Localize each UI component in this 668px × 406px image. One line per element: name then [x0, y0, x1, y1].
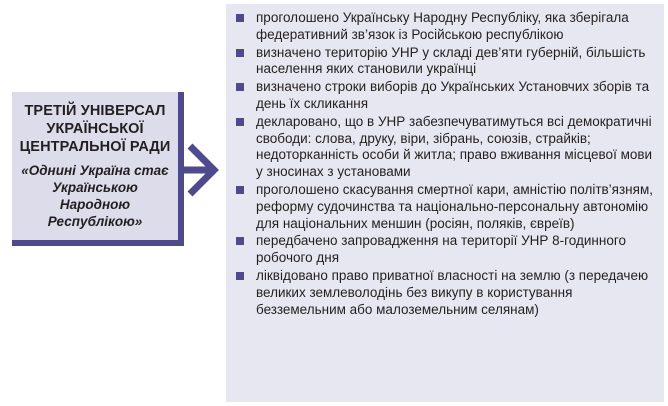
right-arrow-icon [180, 140, 226, 200]
list-item [236, 182, 660, 232]
universal-quote: «Однині Україна стає Українською Народною Республікою» [21, 163, 169, 229]
list-item-text: ліквідовано право приватної власності на землю (з передачею великих землеволодінь без викупу в користування безземельним або малоземельним селянам) [256, 267, 649, 317]
list-item [236, 268, 660, 318]
square-bullet-icon [236, 83, 244, 91]
list-item [236, 10, 660, 44]
square-bullet-icon [236, 272, 244, 280]
list-item-text: проголошено скасування смертної кари, амністію політв’язням, реформу судочинства та національно-персональну автономію для національних меншин (росіян, поляків, євреїв) [256, 181, 653, 231]
provisions-list [226, 4, 664, 402]
list-item [236, 233, 660, 267]
list-item [236, 79, 660, 113]
square-bullet-icon [236, 186, 244, 194]
square-bullet-icon [236, 237, 244, 245]
list-item [236, 45, 660, 79]
square-bullet-icon [236, 14, 244, 22]
list-item-text: визначено строки виборів до Українських Установчих зборів та день їх скликання [256, 79, 650, 111]
square-bullet-icon [236, 49, 244, 57]
universal-title: ТРЕТІЙ УНІВЕРСАЛ УКРАЇНСЬКОЇ ЦЕНТРАЛЬНОЇ РАДИ [19, 103, 171, 155]
list-item [236, 114, 660, 181]
list-item-text: передбачено запровадження на території УНР 8-годинного робочого дня [256, 233, 626, 266]
list-item-text: проголошено Українську Народну Республіку, яка зберігала федеративний зв’язок із Російською республікою [256, 10, 629, 42]
universal-title-box [12, 92, 184, 246]
list-item-text: декларовано, що в УНР забезпечуватимуться всі демократичні свободи: слова, друку, віри, зібрань, союзів, страйків; недоторканність особи й житла; право вживання місцевої мови у зносинах з установами [256, 113, 653, 180]
square-bullet-icon [236, 118, 244, 126]
list-item-text: визначено територію УНР у складі дев’яти губерній, більшість населення яких становили українці [256, 44, 646, 77]
